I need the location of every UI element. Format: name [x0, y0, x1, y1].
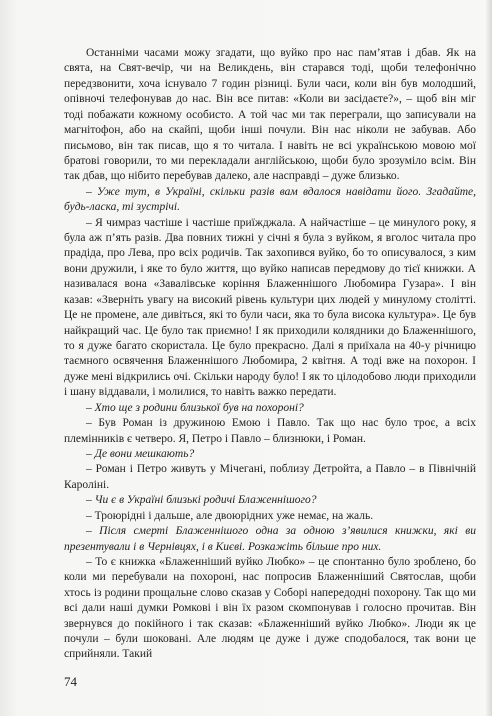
scan-edge: [486, 0, 492, 716]
paragraph: – То є книжка «Блаженніший вуйко Любко» – це спонтанно було зроблено, бо коли ми перебували на похороні, нас попросив Блаженніший Святослав, щоби хтось із родини прощальне слово сказав у Соборі напередодні похорону. Так що ми всі дали наші думки Ромкові і він їх разом скомпонував і голосно прочитав. Він звернувся до покійного і так сказав: «Блаженніший вуйко Любко». Люди як це почули – були шоковані. Але людям це дуже і дуже сподобалося, так вони це сприйняли. Такий: [64, 555, 476, 661]
interview-question: – Після смерті Блаженнішого одна за одною з’явилися книжки, які ви презентували і в Чернівцях, і в Києві. Розкажіть більше про них.: [64, 525, 476, 553]
interview-question: – Де вони мешкають?: [86, 447, 195, 460]
page-number: 74: [64, 674, 77, 689]
paragraph: – Я чимраз частіше і частіше приїжджала. А найчастіше – це минулого року, я була аж п’ять разів. Два повних тижні у січні я була з вуйком, я вголос читала про прадіда, про Лева, про всіх родичів. Так захопився вуйко, бо то описувалося, з ким вони дружили, і яке то було життя, що вуйко написав передмову до тієї книжки. А називалася вона «Завалівське коріння Блаженнішого Любомира Гузара». І він казав: «Зверніть увагу на високий рівень культури цих людей у минулому столітті. Це не промене, але дивіться, які то були часи, яка то була висока культура». Це був найкращий час. Це було так приємно! І як приходили колядники до Блаженнішого, то я дуже багато скористала. Це було прекрасно. Далі я приїхала на 40-у річницю таємного освячення Блаженнішого Любомира, 2 квітня. А тоді вже на похорон. І дуже мені відкрились очі. Скільки народу було! І як то цілодобово люди приходили і шану віддавали, і молилися, то навіть важко передати.: [64, 216, 476, 399]
interview-question: – Чи є в Україні близькі родичі Блаженнішого?: [86, 494, 317, 507]
interview-question: – Уже тут, в Україні, скільки разів вам вдалося навідати його. Згадайте, будь-ласка, ті зустрічі.: [64, 185, 476, 214]
paragraph: Останніми часами можу згадати, що вуйко про нас пам’ятав і дбав. Як на свята, на Свят-вечір, чи на Великдень, він старався тоді, щоби телефонічно передзвонити, хоча існувало 7 годин різниці. Були часи, коли він був молодший, опівночі телефонував до нас. Він все питав: «Коли ви засідаєте?», – щоб він міг тоді побажати кожному особисто. А той час ми так переграли, що записували на магнітофон, або на скайпі, щоби інші почули. Він нас ніколи не забував. Або письмово, він так писав, що я то читала. І навіть не всі українською мовою мої братові говорили, то ми перекладали англійською, щоби було зрозуміло всім. Він так дбав, що нібито перебував далеко, але насправді – дуже близько.: [64, 47, 476, 183]
paragraph: – Троюрідні і дальше, але двоюрідних уже немає, на жаль.: [86, 509, 374, 522]
interview-question: – Хто ще з родини близької був на похороні?: [86, 401, 304, 414]
paragraph: – Роман і Петро живуть у Мічегані, поблизу Детройта, а Павло – в Північній Кароліні.: [64, 463, 476, 491]
body-text: [64, 46, 476, 663]
paragraph: – Був Роман із дружиною Емою і Павло. Так що нас було троє, а всіх племінників є четверо. Я, Петро і Павло – близнюки, і Роман.: [64, 417, 476, 445]
